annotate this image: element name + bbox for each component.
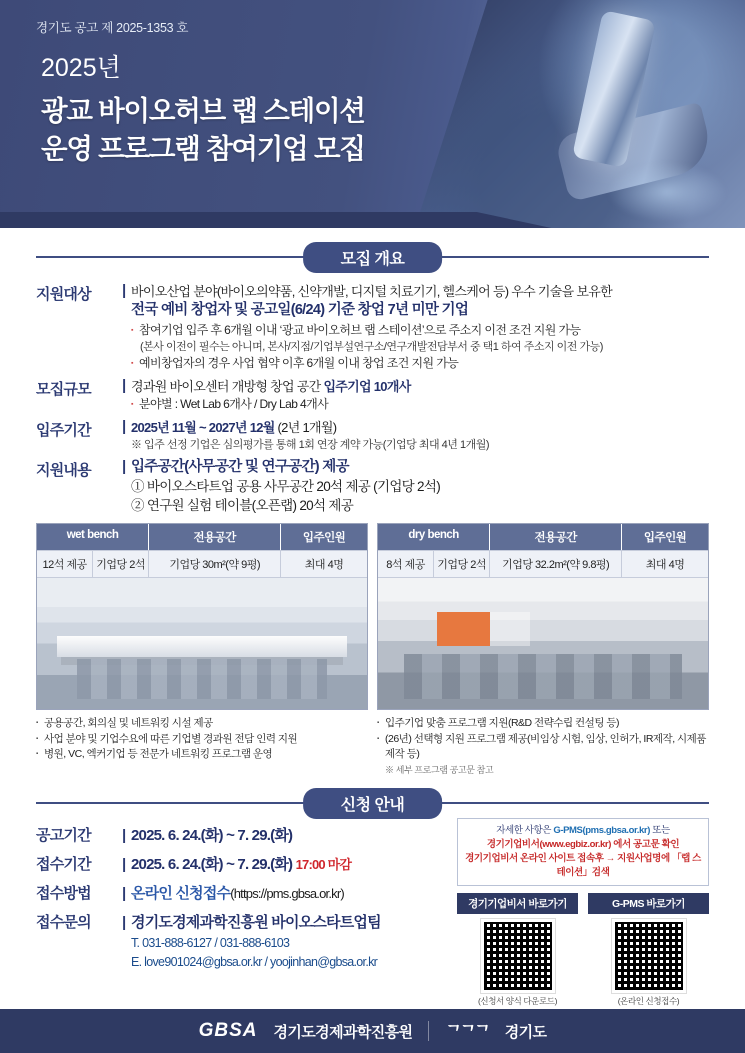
qr-note: [457, 818, 709, 886]
space-tables: [36, 523, 709, 710]
apply-label-0: 공고기간: [36, 826, 91, 844]
qr-button-gpms[interactable]: G-PMS 바로가기: [588, 893, 709, 914]
table-row: [37, 550, 367, 577]
footer-org: 경기도경제과학진흥원: [273, 1023, 413, 1041]
apply-value-1: [131, 853, 351, 874]
qr-item-gpms: [588, 893, 709, 1007]
support-title: 입주공간(사무공간 및 연구공간) 제공: [131, 459, 349, 475]
dry-cell-3: 최대 4명: [622, 550, 708, 577]
apply-label-3: 접수문의: [36, 913, 91, 931]
apply-value-3: [131, 911, 381, 932]
target-note: (본사 이전이 필수는 아니며, 본사/지점/기업부설연구소/연구개발전담부서 중 택1 하여 주소지 이전 가능): [140, 341, 603, 353]
apply-value-2: [131, 882, 344, 903]
apply-label-1: 접수기간: [36, 855, 91, 873]
qr-note-line-1: [462, 824, 704, 838]
support-bullet-l3: ▪ 병원, VC, 엑커기업 등 전문가 네트워킹 프로그램 운영: [36, 747, 368, 763]
title-line-2: 운영 프로그램 참여기업 모집: [41, 133, 365, 164]
row-sep-period: |: [122, 418, 127, 435]
apply-value-0-bold: 2025. 6. 24.(화) ~ 7. 29.(화): [131, 826, 293, 844]
row-sep-scale: |: [122, 377, 127, 394]
dry-cell-0: 8석 제공: [378, 550, 434, 577]
support-item-1: ① 바이오스타트업 공용 사무공간 20석 제공 (기업당 2석): [131, 479, 440, 494]
row-label-support: 지원내용: [36, 462, 91, 479]
wet-lab-photo: [37, 577, 367, 709]
contact-email: E. love901024@gbsa.or.kr / yoojinhan@gbsa.or.kr: [131, 954, 378, 969]
support-bullets-right: [377, 716, 709, 776]
support-bullet-l1: ▪ 공용공간, 회의실 및 네트워킹 시설 제공: [36, 716, 368, 732]
wet-cell-3: 최대 4명: [281, 550, 367, 577]
support-bullets: [36, 716, 709, 776]
scale-bullet: ▪ 분야별 : Wet Lab 6개사 / Dry Lab 4개사: [131, 396, 709, 413]
table-row: [378, 550, 708, 577]
support-item-2: ② 연구원 실험 테이블(오픈랩) 20석 제공: [131, 498, 354, 513]
wet-header-1: 전용공간: [149, 524, 281, 550]
period-post: (2년 1개월): [277, 420, 337, 435]
apply-label-2: 접수방법: [36, 884, 91, 902]
apply-sep-1: |: [122, 855, 127, 873]
title-line-1: 광교 바이오허브 랩 스테이션: [41, 95, 365, 126]
table-header-row: [37, 524, 367, 550]
qr-note-line-3: 경기기업비서 온라인 사이트 접속후 → 지원사업명에 「랩 스테이션」검색: [465, 852, 701, 878]
dry-header-2: 입주인원: [622, 524, 708, 550]
wet-header-0: wet bench: [37, 524, 149, 550]
apply-sep-2: |: [122, 884, 127, 902]
support-bullets-left: [36, 716, 368, 776]
apply-value-1-bold: 2025. 6. 24.(화) ~ 7. 29.(화): [131, 855, 293, 873]
row-period: [36, 418, 709, 453]
apply-banner-wrap: [0, 788, 745, 818]
wet-cell-0: 12석 제공: [37, 550, 93, 577]
apply-banner: 신청 안내: [303, 788, 443, 819]
dry-header-0: dry bench: [378, 524, 490, 550]
row-label-scale: 모집규모: [36, 381, 91, 398]
dry-cell-1: 기업당 2석: [434, 550, 490, 577]
footer-province: 경기도: [504, 1023, 547, 1041]
poster-title: [41, 92, 365, 168]
scale-line: [131, 377, 709, 396]
target-line-2: 전국 예비 창업자 및 공고일(6/24) 기준 창업 7년 미만 기업: [131, 302, 469, 318]
poster-header: [0, 0, 745, 228]
scale-line-pre: 경과원 바이오센터 개방형 창업 공간: [131, 379, 324, 394]
photo-glow: [607, 162, 727, 222]
wet-header-2: 입주인원: [281, 524, 367, 550]
contact-tel: T. 031-888-6127 / 031-888-6103: [131, 935, 290, 950]
apply-sep-0: |: [122, 826, 127, 844]
row-label-target: 지원대상: [36, 286, 91, 303]
qr-code-egbiz[interactable]: [481, 919, 555, 993]
qr-caption-gpms: (온라인 신청접수): [617, 995, 680, 1006]
qr-row: [457, 893, 709, 1007]
qr-button-egbiz[interactable]: 경기기업비서 바로가기: [457, 893, 578, 914]
poster-year: 2025년: [41, 54, 121, 82]
apply-value-0: [131, 824, 292, 845]
overview-banner-wrap: [0, 242, 745, 272]
announcement-number: 경기도 공고 제 2025-1353 호: [36, 21, 189, 35]
wet-cell-2: 기업당 30m²(약 9평): [149, 550, 281, 577]
dry-header-1: 전용공간: [490, 524, 622, 550]
table-header-row: [378, 524, 708, 550]
period-bold: 2025년 11월 ~ 2027년 12월: [131, 420, 275, 435]
apply-content: [0, 824, 745, 1006]
support-bullet-r1: ▪ 입주기업 맞춤 프로그램 지원(R&D 전략수립 컨설팅 등): [377, 716, 709, 732]
gyeonggi-mark-icon: ᄀᄀᄀ: [445, 1023, 489, 1043]
gbsa-logo: GBSA: [198, 1020, 258, 1041]
target-bullet-1: ▪ 참여기업 입주 후 6개월 이내 ‘광교 바이오허브 랩 스테이션’으로 주소지 이전 조건 지원 가능: [131, 322, 709, 339]
apply-value-2-bold: 온라인 신청접수: [131, 884, 231, 902]
dry-lab-photo: [378, 577, 708, 709]
table-wet-bench: [36, 523, 368, 710]
support-bullet-r2: ▪ (26년) 선택형 지원 프로그램 제공(비임상 시험, 임상, 인허가, IR제작, 시제품 제작 등): [377, 732, 709, 763]
support-bullet-note: ※ 세부 프로그램 공고문 참고: [385, 764, 494, 775]
period-note: ※ 입주 선정 기업은 심의평가를 통해 1회 연장 계약 가능(기업당 최대 4년 1개월): [131, 439, 490, 451]
apply-value-1-post: 17:00 마감: [295, 856, 352, 872]
qr-caption-egbiz: (신청서 양식 다운로드): [477, 995, 558, 1006]
support-bullet-l2: ▪ 사업 분야 및 기업수요에 따른 기업별 경과원 전담 인력 지원: [36, 732, 368, 748]
row-scale: [36, 377, 709, 413]
target-bullet-2: ▪ 예비창업자의 경우 사업 협약 이후 6개월 이내 창업 조건 지원 가능: [131, 355, 709, 372]
qr-note-line-2: 경기기업비서(www.egbiz.or.kr) 에서 공고문 확인: [486, 838, 680, 850]
row-sep-support: |: [122, 458, 127, 475]
qr-note-1b: G-PMS(pms.gbsa.or.kr): [553, 824, 650, 836]
wet-cell-1: 기업당 2석: [93, 550, 149, 577]
row-sep: |: [122, 282, 127, 299]
apply-value-2-post[interactable]: (https://pms.gbsa.or.kr): [230, 885, 344, 901]
target-line-1: 바이오산업 분야(바이오의약품, 신약개발, 디지털 치료기기, 헬스케어 등) 우수 기술을 보유한: [131, 284, 612, 299]
overview-banner: 모집 개요: [303, 242, 443, 273]
qr-note-1a: 자세한 사항은: [496, 824, 554, 836]
poster-footer: [0, 1009, 745, 1053]
scale-line-bold: 입주기업 10개사: [323, 379, 411, 394]
apply-value-3-bold: 경기도경제과학진흥원 바이오스타트업팀: [131, 913, 381, 931]
row-support: [36, 458, 709, 515]
period-line: [131, 418, 709, 437]
qr-code-gpms[interactable]: [612, 919, 686, 993]
dry-cell-2: 기업당 32.2m²(약 9.8평): [490, 550, 622, 577]
row-label-period: 입주기간: [36, 422, 91, 439]
table-dry-bench: [377, 523, 709, 710]
qr-item-egbiz: [457, 893, 578, 1007]
row-target: [36, 282, 709, 372]
qr-panel: [457, 818, 709, 1007]
overview-content: [0, 272, 745, 776]
footer-divider: [428, 1021, 429, 1041]
apply-sep-3: |: [122, 913, 127, 931]
qr-note-1c: 또는: [650, 824, 670, 836]
